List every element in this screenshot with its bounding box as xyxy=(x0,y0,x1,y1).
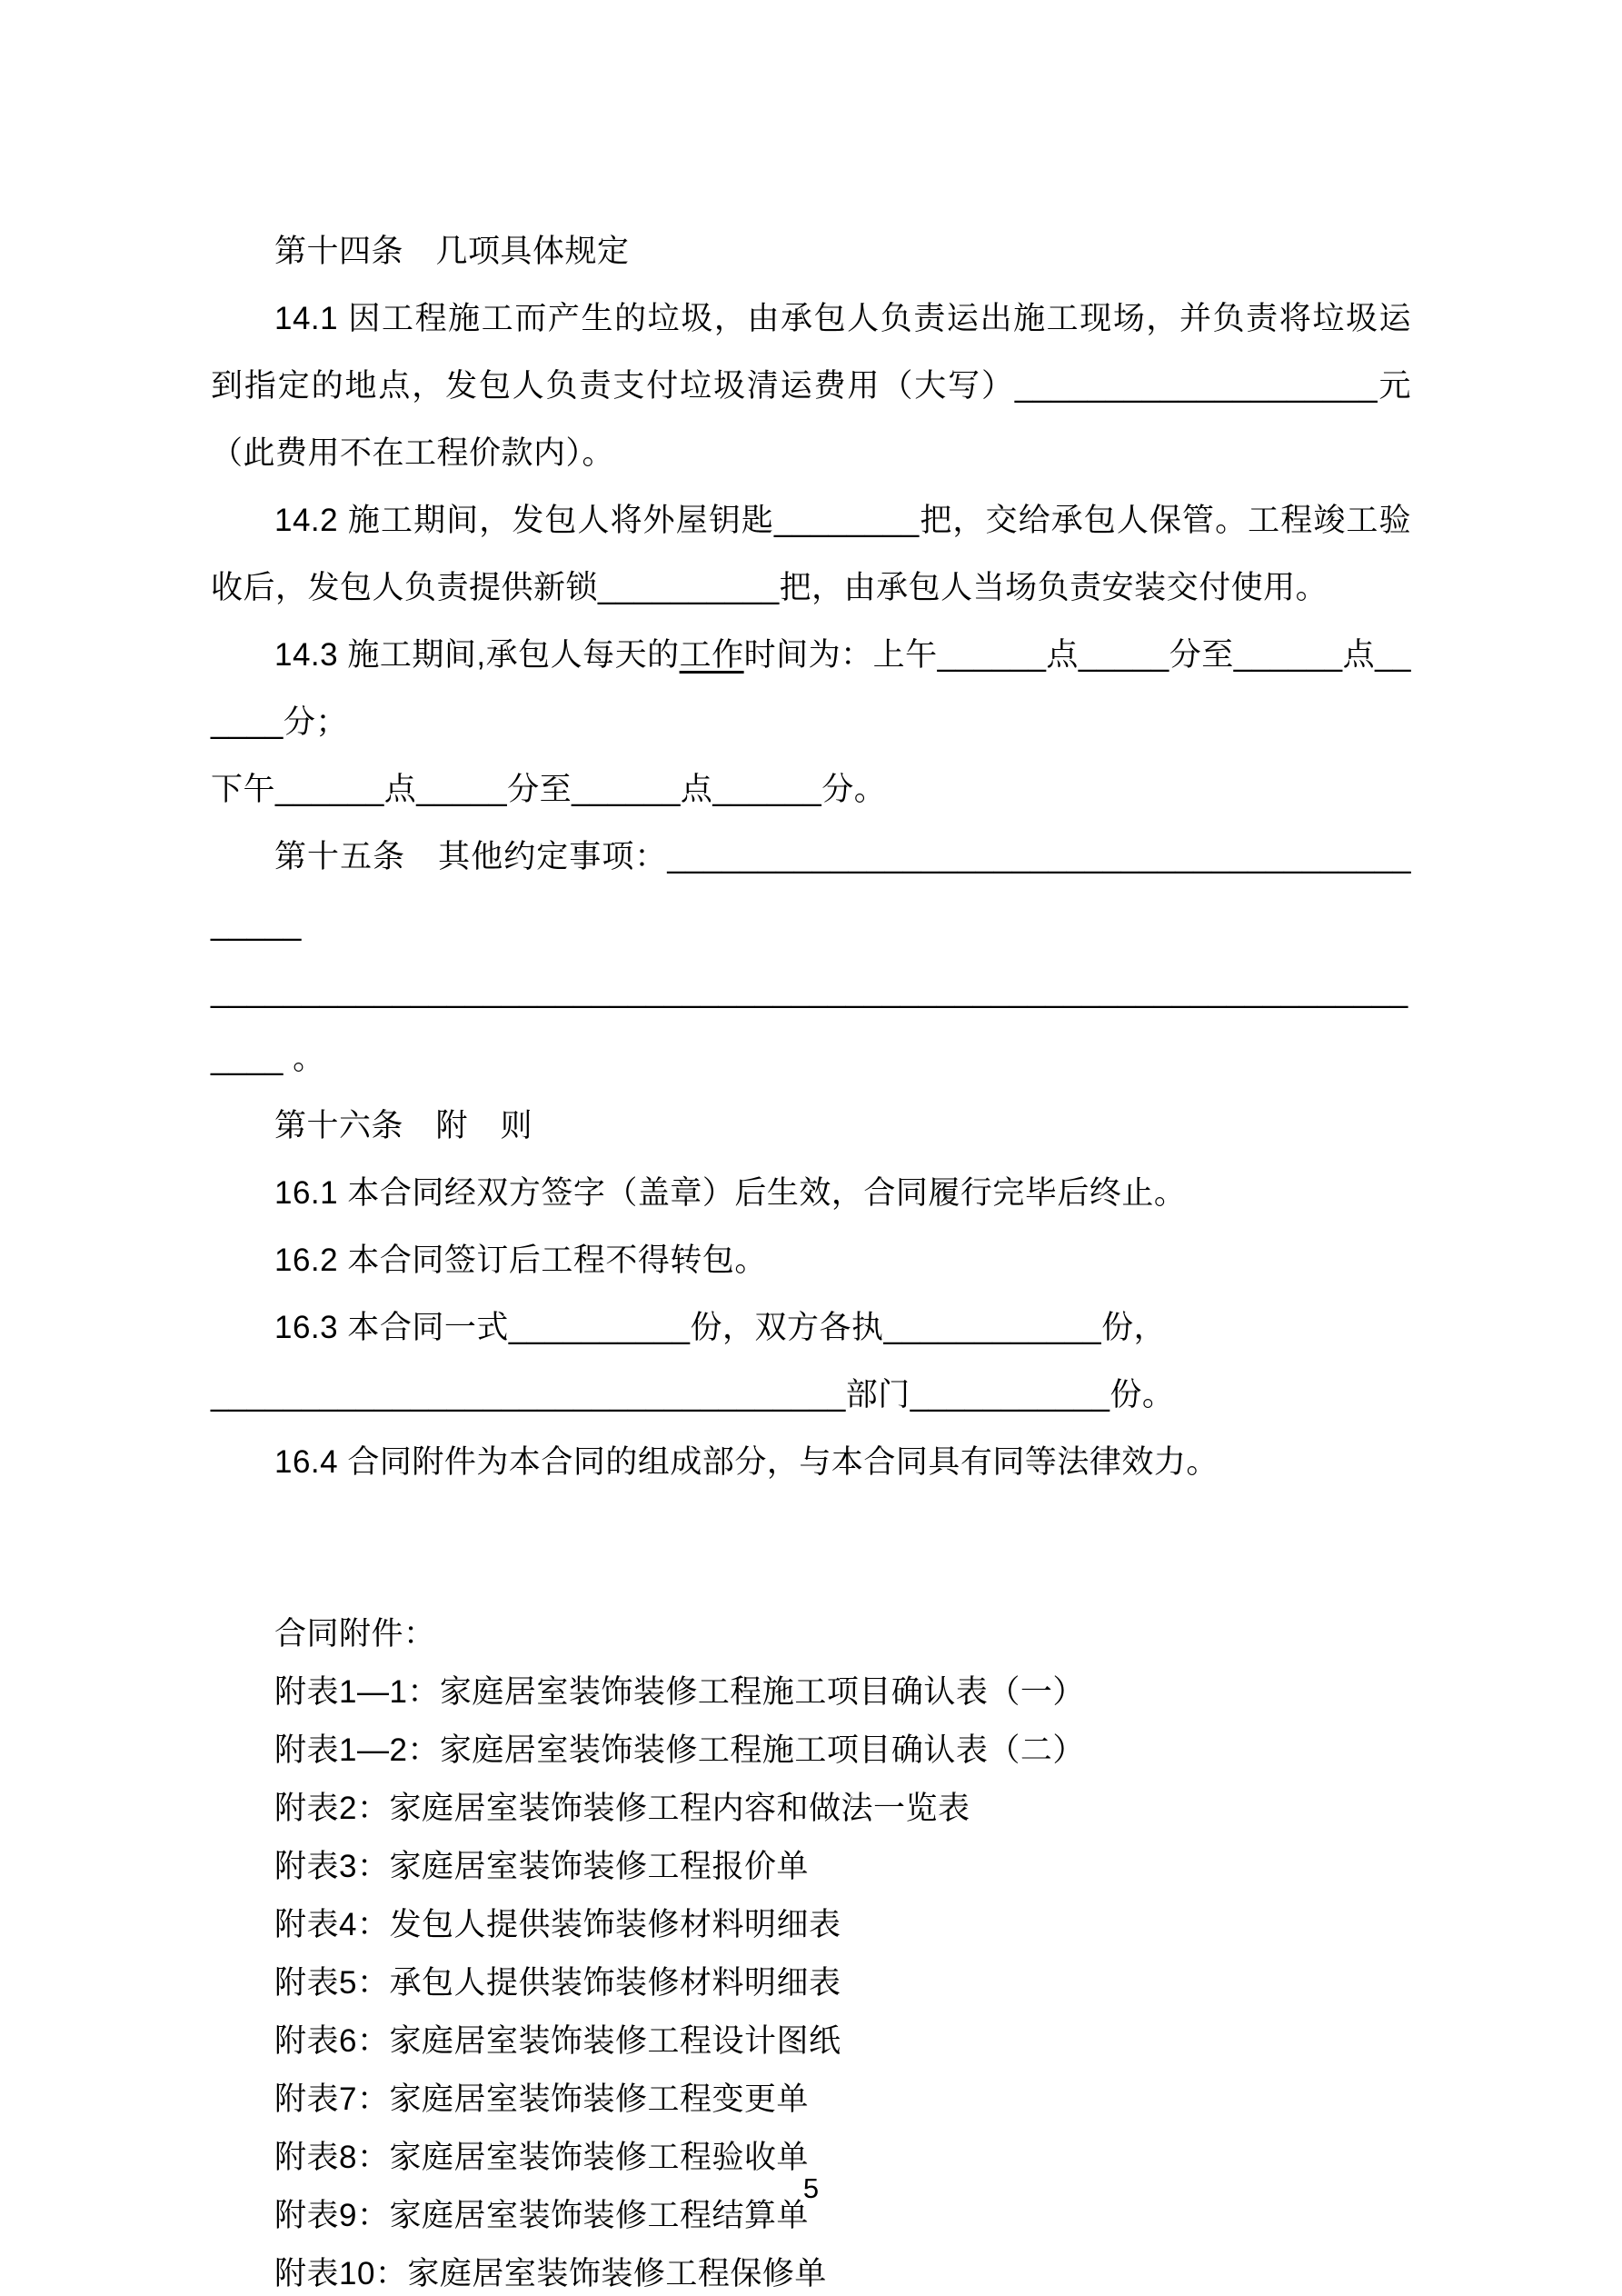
attachment-item-3: 附表3：家庭居室装饰装修工程报价单 xyxy=(274,1849,809,1884)
attachment-item-5: 附表5：承包人提供装饰装修材料明细表 xyxy=(274,1965,841,2001)
clause-16-2: 16.2 本合同签订后工程不得转包。 xyxy=(274,1243,767,1278)
clause-16-4: 16.4 合同附件为本合同的组成部分，与本合同具有同等法律效力。 xyxy=(274,1444,1219,1480)
clause-16-3-line-1: 16.3 本合同一式__________份，双方各执____________份， xyxy=(274,1310,1167,1345)
clause-16-1: 16.1 本合同经双方签字（盖章）后生效，合同履行完毕后终止。 xyxy=(274,1175,1187,1211)
attachment-item-9: 附表9：家庭居室装饰装修工程结算单 xyxy=(274,2198,809,2233)
attachment-item-6: 附表6：家庭居室装饰装修工程设计图纸 xyxy=(274,2023,841,2059)
article-14-heading: 第十四条 几项具体规定 xyxy=(274,234,630,269)
text-segment: 14.3 施工期间,承包人每天的 xyxy=(274,637,680,673)
clause-16-3-line-2: ___________________________________部门___________份。 xyxy=(211,1377,1175,1413)
attachment-item-2: 附表2：家庭居室装饰装修工程内容和做法一览表 xyxy=(274,1791,970,1826)
attachment-item-1-1: 附表1—1：家庭居室装饰装修工程施工项目确认表（一） xyxy=(274,1674,1085,1710)
article-15-heading: 第十五条 其他约定事项：______________________________________________ xyxy=(211,839,1411,942)
article-15-blank-line: ______________________________________________________________________ 。 xyxy=(211,973,1408,1076)
clause-14-3-line-2: 下午______点_____分至______点______分。 xyxy=(211,772,887,807)
attachment-item-8: 附表8：家庭居室装饰装修工程验收单 xyxy=(274,2140,809,2175)
page-number: 5 xyxy=(802,2172,820,2204)
attachments-title: 合同附件： xyxy=(274,1616,436,1652)
clause-14-1: 14.1 因工程施工而产生的垃圾，由承包人负责运出施工现场，并负责将垃圾运到指定的地点，发包人负责支付垃圾清运费用（大写）____________________元（此费用不在工程价款内）。 xyxy=(211,301,1411,471)
attachment-item-4: 附表4：发包人提供装饰装修材料明细表 xyxy=(274,1907,841,1942)
attachment-item-7: 附表7：家庭居室装饰装修工程变更单 xyxy=(274,2081,809,2117)
attachment-item-10: 附表10：家庭居室装饰装修工程保修单 xyxy=(274,2256,827,2291)
clause-14-2: 14.2 施工期间，发包人将外屋钥匙________把，交给承包人保管。工程竣工验收后，发包人负责提供新锁__________把，由承包人当场负责安装交付使用。 xyxy=(211,503,1411,605)
article-16-heading: 第十六条 附 则 xyxy=(274,1108,533,1143)
clause-14-3-line-1 xyxy=(211,622,1411,756)
attachment-item-1-2: 附表1—2：家庭居室装饰装修工程施工项目确认表（二） xyxy=(274,1732,1085,1768)
document-body xyxy=(211,218,1411,2296)
text-segment: 时间为：上午______点_____分至______点______分； xyxy=(211,637,1411,740)
underlined-text: 工作 xyxy=(679,637,744,673)
